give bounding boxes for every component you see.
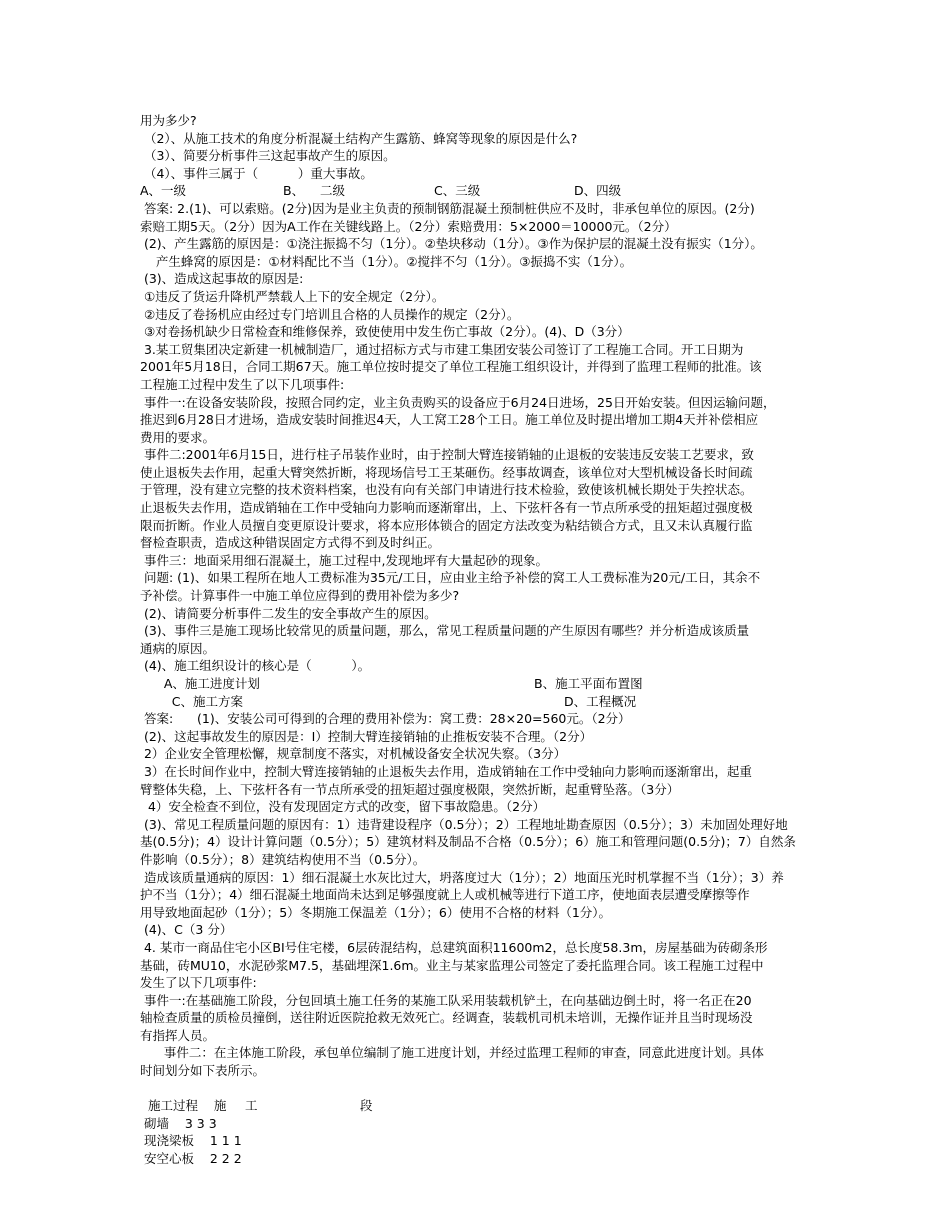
text-line: 发生了以下几项事件: [140, 975, 257, 991]
text-line: 时间划分如下表所示。 [140, 1063, 266, 1079]
text-line: 答案: 2.(1)、可以索赔。(2分)因为是业主负责的预制钢筋混凝土预制桩供应不及时，非承包单位的原因。(2分) [140, 200, 755, 216]
text-line: 2001年5月18日，合同工期67天。施工单位按时提交了单位工程施工组织设计，并得到了监理工程师的批准。该 [140, 359, 762, 375]
text-line: 事件二：在主体施工阶段，承包单位编制了施工进度计划，并经过监理工程师的审查，同意此进度计划。具体 [140, 1045, 764, 1061]
choice-options-row [140, 693, 815, 711]
text-line: (2)、产生露筋的原因是：①浇注振捣不匀（1分）。②垫块移动（1分）。③作为保护层的混凝土没有振实（1分）。 [140, 236, 763, 252]
text-line: (3)、事件三是施工现场比较常见的质量问题，那么，常见工程质量问题的产生原因有哪些？并分析造成该质量 [140, 623, 750, 639]
text-line [140, 1080, 815, 1098]
text-line: 4）安全检查不到位，没有发现固定方式的改变，留下事故隐患。（2分） [140, 799, 546, 815]
option-b: B、施工平面布置图 [534, 676, 643, 691]
text-line: 基(0.5分)；4）设计计算问题（0.5分）；5）建筑材料及制品不合格（0.5分）；6）施工和管理问题(0.5分)；7）自然条 [140, 834, 796, 850]
text-line: ③对卷扬机缺少日常检查和维修保养，致使使用中发生伤亡事故（2分）。(4)、D（3分） [140, 324, 630, 340]
text-line: (3)、常见工程质量问题的原因有：1）违背建设程序（0.5分）；2）工程地址勘查原因（0.5分）；3）未加固处理好地 [140, 816, 788, 832]
table-header-cell: 施工过程 施 [140, 1098, 227, 1114]
text-line: 索赔工期5天。（2分）因为A工作在关键线路上。（2分）索赔费用：5×2000＝10000元。（2分） [140, 218, 677, 234]
choice-options-row [140, 182, 815, 200]
text-line: 问题: (1)、如果工程所在地人工费标准为35元/工日，应由业主给予补偿的窝工人工费标准为20元/工日，其余不 [140, 570, 761, 586]
text-line: 2）企业安全管理松懈，规章制度不落实，对机械设备安全状况失察。（3分） [140, 746, 567, 762]
text-line: 督检查职责，造成这种错误固定方式得不到及时纠正。 [140, 535, 441, 551]
text-line: (4)、C（3 分） [140, 922, 233, 938]
table-header-cell: 段 [360, 1098, 373, 1114]
text-line: (2)、这起事故发生的原因是：I）控制大臂连接销轴的止推板安装不合理。（2分） [140, 728, 593, 744]
table-row [140, 1168, 815, 1186]
text-line: (4)、施工组织设计的核心是（ ）。 [140, 658, 371, 674]
text-line: (2)、请简要分析事件二发生的安全事故产生的原因。 [140, 605, 437, 621]
text-line: 事件二:2001年6月15日，进行柱子吊装作业时，由于控制大臂连接销轴的止退板的安装违反安装工艺要求，致 [140, 447, 754, 463]
text-line: 有指挥人员。 [140, 1027, 216, 1043]
text-line: 造成该质量通病的原因：1）细石混凝土水灰比过大，坍落度过大（1分）；2）地面压光时机掌握不当（1分）；3）养 [140, 869, 784, 885]
option-a: A、施工进度计划 [140, 676, 260, 691]
text-line: 用为多少? [140, 113, 197, 128]
text-line: 通病的原因。 [140, 640, 216, 656]
option-b: B、 二级 [283, 183, 345, 199]
text-line: 产生蜂窝的原因是：①材料配比不当（1分）。②搅拌不匀（1分）。③振捣不实（1分）。 [140, 253, 633, 269]
text-line: 护不当（1分）；4）细石混凝土地面尚未达到足够强度就上人或机械等进行下道工序，使地面表层遭受摩擦等作 [140, 887, 750, 903]
option-d: D、四级 [574, 183, 622, 199]
option-d: D、工程概况 [564, 693, 637, 709]
text-line: 事件一:在基础施工阶段，分包回填土施工任务的某施工队采用装载机铲土，在向基础边倒土时，将一名正在20 [140, 992, 752, 1008]
text-line: 于管理，没有建立完整的技术资料档案，也没有向有关部门申请进行技术检验，致使该机械长期处于失控状态。 [140, 482, 753, 498]
text-line: （4）、事件三属于（ ）重大事故。 [140, 165, 373, 181]
text-line: 使止退板失去作用，起重大臂突然折断，将现场信号工王某砸伤。经事故调查，该单位对大型机械设备长时间疏 [140, 464, 753, 480]
text-line: 臂整体失稳，上、下弦杆各有一节点所承受的扭矩超过强度极限，突然折断，起重臂坠落。（3分） [140, 781, 680, 797]
text-line: ②违反了卷扬机应由经过专门培训且合格的人员操作的规定（2分）。 [140, 306, 520, 322]
text-line: 件影响（0.5分）；8）建筑结构使用不当（0.5分）。 [140, 851, 426, 867]
choice-options-row [140, 675, 815, 693]
text-line: （3）、简要分析事件三这起事故产生的原因。 [140, 148, 396, 164]
text-line: 工程施工过程中发生了以下几项事件: [140, 376, 345, 392]
text-line: 事件三：地面采用细石混凝土，施工过程中,发现地坪有大量起砂的现象。 [140, 552, 548, 568]
document-body [140, 112, 815, 1185]
text-line: 止退板失去作用，造成销轴在工作中受轴向力影响而逐渐窜出，上、下弦杆各有一节点所承受的扭矩超过强度极 [140, 500, 753, 516]
text-line: 予补偿。计算事件一中施工单位应得到的费用补偿为多少? [140, 588, 460, 604]
text-line: 限而折断。作业人员擅自变更原设计要求，将本应形体锁合的固定方法改变为粘结锁合方式，且又未认真履行监 [140, 517, 753, 533]
schedule-table-header [140, 1097, 815, 1115]
text-line: 用导致地面起砂（1分）；5）冬期施工保温差（1分）；6）使用不合格的材料（1分）。 [140, 904, 612, 920]
option-c: C、施工方案 [140, 693, 244, 709]
text-line: （2）、从施工技术的角度分析混凝土结构产生露筋、蜂窝等现象的原因是什么? [140, 130, 578, 146]
text-line: 3）在长时间作业中，控制大臂连接销轴的止退板失去作用，造成销轴在工作中受轴向力影响而逐渐窜出，起重 [140, 763, 752, 779]
text-line: 基础，砖MU10，水泥砂浆M7.5，基础埋深1.6m。业主与某家监理公司签定了委托监理合同。该工程施工过程中 [140, 957, 764, 973]
text-line: 4. 某市一商品住宅小区BI号住宅楼，6层砖混结构，总建筑面积11600m2，总长度58.3m，房屋基础为砖砌条形 [140, 939, 768, 955]
text-line: 事件一:在设备安装阶段，按照合同约定，业主负责购买的设备应于6月24日进场，25日开始安装。但因运输问题， [140, 394, 776, 410]
option-c: C、三级 [434, 183, 481, 199]
table-row: 砌墙 3 3 3 [140, 1115, 217, 1131]
text-line: 3.某工贸集团决定新建一机械制造厂，通过招标方式与市建工集团安装公司签订了工程施工合同。开工日期为 [140, 341, 744, 357]
table-row: 安空心板 2 2 2 [140, 1151, 242, 1167]
text-line: ①违反了货运升降机严禁载人上下的安全规定（2分）。 [140, 288, 445, 304]
text-line: 答案: (1)、安装公司可得到的合理的费用补偿为：窝工费：28×20=560元。（2分） [140, 711, 631, 727]
table-header-cell: 工 [245, 1098, 258, 1114]
text-line: 推迟到6月28日才进场，造成安装时间推迟4天，人工窝工28个工日。施工单位及时提出增加工期4天并补偿相应 [140, 412, 759, 428]
text-line: 轴检查质量的质检员撞倒，送往附近医院抢救无效死亡。经调查，装载机司机未培训，无操作证并且当时现场没 [140, 1010, 753, 1026]
text-line: 费用的要求。 [140, 429, 216, 445]
text-line: (3)、造成这起事故的原因是: [140, 271, 304, 287]
table-row: 现浇梁板 1 1 1 [140, 1133, 242, 1149]
option-a: A、一级 [140, 183, 187, 199]
